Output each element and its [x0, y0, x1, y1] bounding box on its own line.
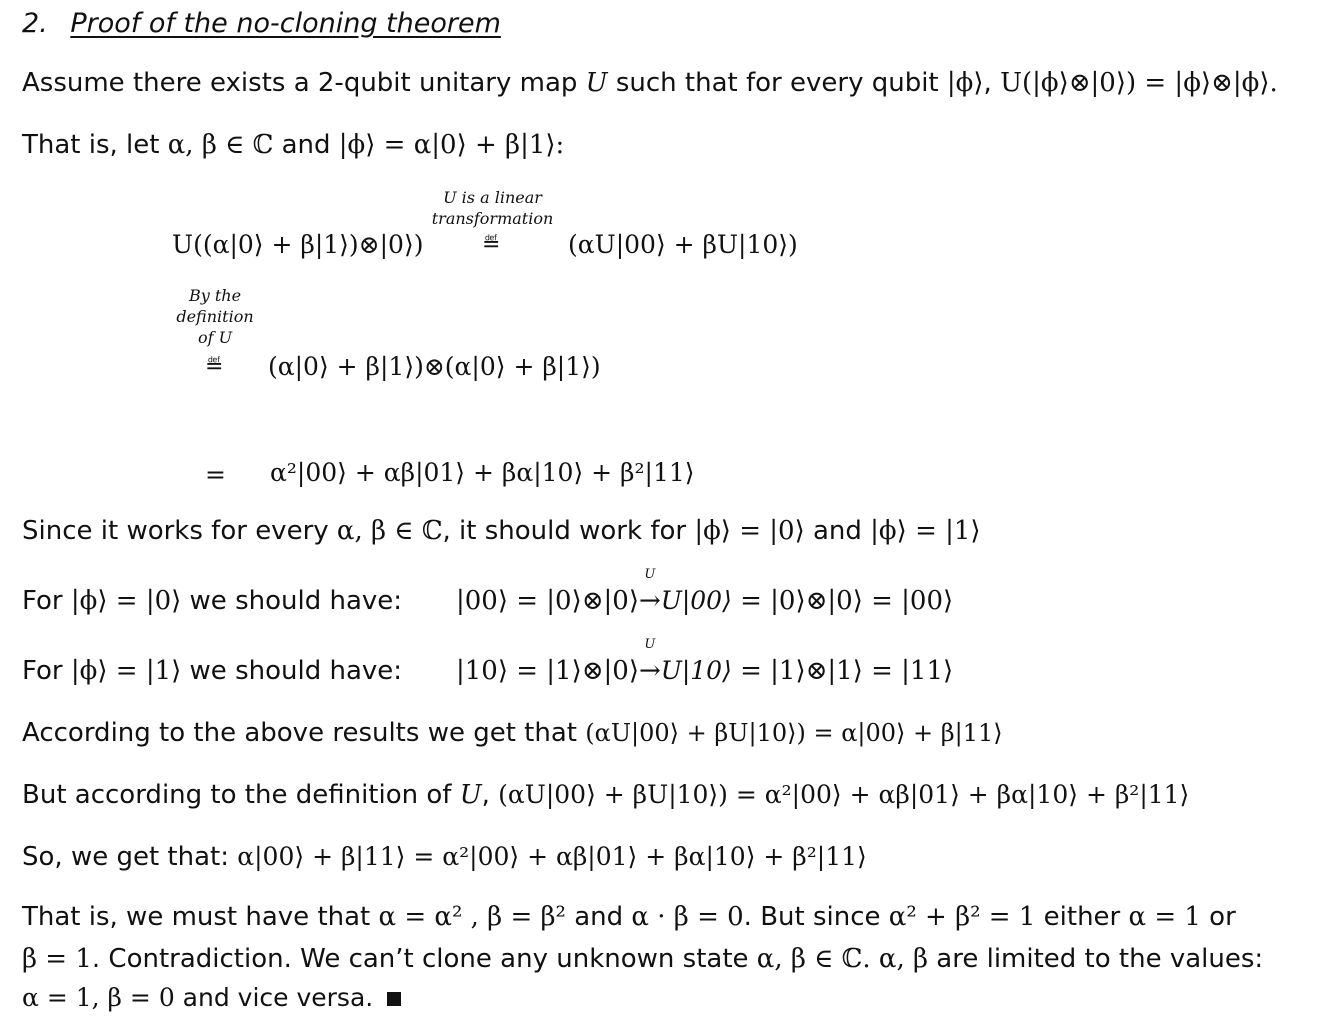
conclusion-l1-text3: . But since [743, 902, 889, 932]
conclusion-l1-text4: either [1035, 902, 1129, 932]
for1-text: For [22, 656, 71, 686]
for0-text2: we should have: [181, 586, 403, 616]
intro-ket: |ϕ⟩ [946, 68, 984, 98]
for0-mid: U|00⟩ [660, 586, 732, 615]
since-line [22, 518, 981, 544]
for1-math1: |ϕ⟩ = |1⟩ [70, 656, 182, 686]
but-comma: , [481, 780, 499, 810]
annotation-linear [420, 188, 565, 230]
conclusion-l2-math2: α, β ∈ ℂ. α, β [756, 944, 929, 974]
but-U: U [459, 780, 482, 810]
for1-text2: we should have: [181, 656, 403, 686]
for0-lhs: |00⟩ = |0⟩⊗|0⟩ [456, 586, 639, 616]
so-math: α|00⟩ + β|11⟩ = α²|00⟩ + αβ|01⟩ + βα|10⟩ + β²|11⟩ [237, 842, 867, 871]
since-text: Since it works for every [22, 516, 337, 546]
conclusion-line-3 [22, 985, 401, 1010]
for1-arrow-label: U [644, 637, 656, 652]
annotation-linear-line1: U is a linear [443, 188, 542, 207]
annotation-linear-line2: transformation [431, 208, 554, 228]
for0-label [22, 588, 402, 614]
thatis-and: and [273, 130, 339, 160]
for1-rhs: = |1⟩⊗|1⟩ = |11⟩ [731, 656, 954, 686]
conclusion-line-2 [22, 946, 1263, 972]
annotation-definition [168, 286, 262, 348]
for1-lhs: |10⟩ = |1⟩⊗|0⟩ [456, 656, 639, 686]
since-math1: α, β ∈ ℂ [336, 516, 443, 546]
for1-mid: U|10⟩ [660, 656, 732, 685]
conclusion-l1-text5: or [1200, 902, 1236, 932]
thatis-math1: α, β ∈ ℂ [167, 130, 274, 160]
conclusion-l2-text2: are limited to the values: [928, 944, 1264, 974]
intro-comma: , [983, 68, 1001, 98]
for0-text: For [22, 586, 71, 616]
section-heading [22, 10, 501, 37]
for0-arrow-label: U [644, 567, 656, 582]
thatis-line [22, 132, 564, 158]
derivation-rhs2: (α|0⟩ + β|1⟩)⊗(α|0⟩ + β|1⟩) [268, 352, 601, 381]
for1-arrow-glyph: → [638, 656, 661, 686]
derivation-eqdef-2: ≝ [205, 354, 224, 379]
for0-arrow [638, 567, 661, 616]
intro-math: U(|ϕ⟩⊗|0⟩) = |ϕ⟩⊗|ϕ⟩. [1000, 68, 1278, 98]
derivation-rhs3: α²|00⟩ + αβ|01⟩ + βα|10⟩ + β²|11⟩ [270, 458, 695, 487]
for0-math1: |ϕ⟩ = |0⟩ [70, 586, 182, 616]
so-text: So, we get that: [22, 842, 238, 872]
conclusion-l1-math2: α · β = 0 [631, 902, 744, 932]
conclusion-l3-math1: α = 1, β = 0 [22, 983, 175, 1012]
annotation-definition-line1: By the [188, 286, 242, 305]
conclusion-line-1 [22, 904, 1236, 930]
intro-text2: such that for every qubit [607, 68, 947, 98]
for0-equation [456, 567, 954, 616]
for0-arrow-glyph: → [638, 586, 661, 616]
section-title: Proof of the no-cloning theorem [70, 8, 501, 39]
intro-line [22, 70, 1278, 96]
conclusion-l1-text2: and [565, 902, 632, 932]
since-and: and [804, 516, 871, 546]
for1-arrow [638, 637, 661, 686]
so-line [22, 844, 867, 870]
since-math2: |ϕ⟩ = |0⟩ [694, 516, 805, 546]
according-math: (αU|00⟩ + βU|10⟩) = α|00⟩ + β|11⟩ [585, 719, 1003, 747]
conclusion-l2-math1: β = 1 [22, 944, 92, 974]
but-math: (αU|00⟩ + βU|10⟩) = α²|00⟩ + αβ|01⟩ + βα|10⟩ + β²|11⟩ [498, 780, 1190, 809]
since-text2: , it should work for [442, 516, 695, 546]
conclusion-l3-text1: and vice versa. [174, 983, 382, 1012]
derivation-rhs1: (αU|00⟩ + βU|10⟩) [568, 230, 798, 259]
for1-label [22, 658, 402, 684]
derivation-lhs: U((α|0⟩ + β|1⟩)⊗|0⟩) [172, 230, 424, 259]
conclusion-l2-text1: . Contradiction. We can’t clone any unknown state [91, 944, 757, 974]
conclusion-l1-text1: That is, we must have that [22, 902, 379, 932]
annotation-definition-line2: definition [176, 306, 254, 326]
thatis-math2: |ϕ⟩ = α|0⟩ + β|1⟩: [338, 130, 565, 160]
intro-U: U [585, 68, 608, 98]
for0-rhs: = |0⟩⊗|0⟩ = |00⟩ [731, 586, 954, 616]
conclusion-l1-math3: α² + β² = 1 [888, 902, 1036, 932]
annotation-definition-line3: of U [197, 327, 233, 347]
thatis-text: That is, let [22, 130, 168, 160]
but-line [22, 782, 1189, 808]
qed-square-icon [387, 992, 401, 1006]
according-text: According to the above results we get that [22, 718, 586, 748]
derivation-eqdef-1: ≝ [482, 232, 501, 257]
conclusion-l1-math4: α = 1 [1128, 902, 1201, 932]
conclusion-l1-math1: α = α² , β = β² [378, 902, 566, 932]
section-number: 2. [22, 8, 48, 39]
since-math3: |ϕ⟩ = |1⟩ [870, 516, 981, 546]
according-line [22, 720, 1003, 746]
but-text: But according to the definition of [22, 780, 460, 810]
for1-equation [456, 637, 954, 686]
intro-text: Assume there exists a 2-qubit unitary map [22, 68, 586, 98]
derivation-eq: = [205, 460, 226, 489]
